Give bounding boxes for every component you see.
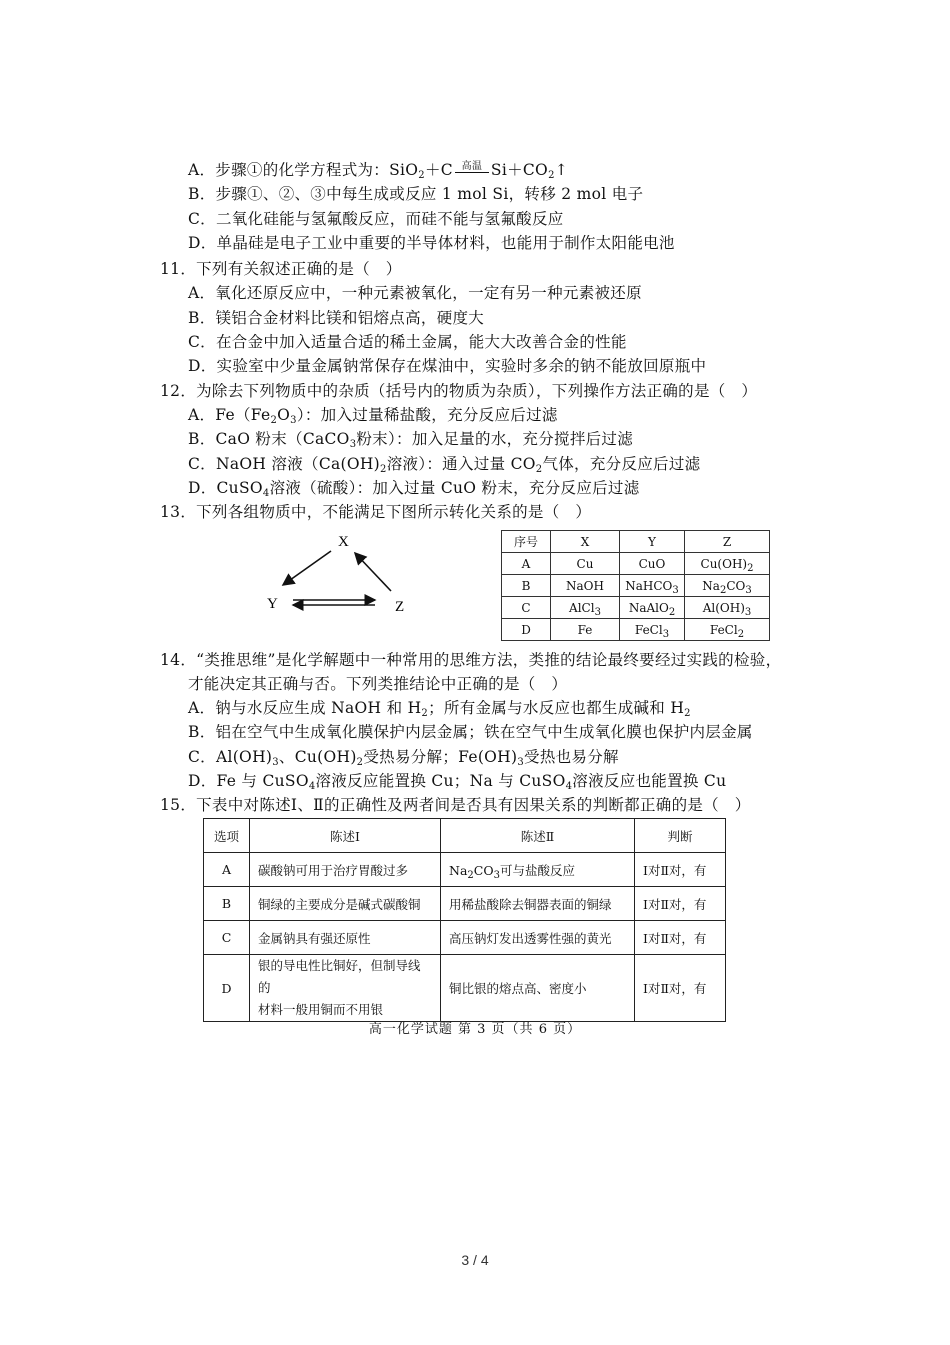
- table-row: [502, 597, 770, 619]
- arrow-z-to-x: [355, 553, 391, 591]
- cell: C: [502, 597, 551, 619]
- q12-option-a: A．$Fe(Fe_2O_3)$：加入过量稀盐酸，充分反应后过滤: [188, 406, 558, 426]
- cell: Ⅰ对Ⅱ对，有: [635, 921, 726, 955]
- q12-option-d: D．CuSO$_4$溶液（硫酸）：加入过量 CuO 粉末，充分反应后过滤: [188, 479, 640, 499]
- cell: Fe: [551, 619, 620, 641]
- q14-option-c: C．$Al(OH)_3$、$Cu(OH)_2$受热易分解；$Fe(OH)_3$受热也易分解: [188, 748, 619, 768]
- cell: C: [204, 921, 250, 955]
- q11-option-c: C．在合金中加入适量合适的稀土金属，能大大改善合金的性能: [188, 333, 627, 351]
- cell: 金属钠具有强还原性: [250, 921, 441, 955]
- cell: 高压钠灯发出透雾性强的黄光: [441, 921, 635, 955]
- arrow-x-to-y: [283, 551, 331, 585]
- q10-option-d: D．单晶硅是电子工业中重要的半导体材料，也能用于制作太阳能电池: [188, 234, 675, 252]
- q10-option-b: B．步骤①、②、③中每生成或反应 1 mol Si，转移 2 mol 电子: [188, 185, 644, 203]
- q14-option-b: B．铝在空气中生成氧化膜保护内层金属；铁在空气中生成氧化膜也保护内层金属: [188, 723, 753, 741]
- table-row: [204, 887, 726, 921]
- table-row: [204, 921, 726, 955]
- header-cell: 判断: [635, 819, 726, 853]
- q15-stem: 15．下表中对陈述Ⅰ、Ⅱ的正确性及两者间是否具有因果关系的判断都正确的是（ ）: [160, 796, 751, 814]
- cell: Cu: [551, 553, 620, 575]
- q10-option-a: A．步骤①的化学方程式为：SiO$_2$＋C 高温 $Si+CO_2↑$: [188, 161, 569, 181]
- q14-option-d: D．Fe 与 CuSO$_4$溶液反应能置换 Cu；Na 与 CuSO$_4$溶液反应也能置换 Cu: [188, 772, 727, 792]
- table-header-row: [204, 819, 726, 853]
- q12-option-b: B．CaO 粉末（CaCO$_3$粉末）：加入足量的水，充分搅拌后过滤: [188, 430, 634, 450]
- q12-stem: 12．为除去下列物质中的杂质（括号内的物质为杂质），下列操作方法正确的是（ ）: [160, 382, 758, 400]
- cell: 银的导电性比铜好，但制导线的 材料一般用铜而不用银: [250, 955, 441, 1022]
- cell: Ⅰ对Ⅱ对，有: [635, 853, 726, 887]
- cell: Ⅰ对Ⅱ对，有: [635, 887, 726, 921]
- cell: A: [502, 553, 551, 575]
- q11-option-a: A．氧化还原反应中，一种元素被氧化，一定有另一种元素被还原: [188, 284, 642, 302]
- header-cell: X: [551, 531, 620, 553]
- q13-table: [501, 530, 770, 641]
- reaction-condition: 高温: [455, 162, 489, 173]
- cell: B: [502, 575, 551, 597]
- q11-stem: 11．下列有关叙述正确的是（ ）: [160, 260, 402, 278]
- q10-option-c: C．二氧化硅能与氢氟酸反应，而硅不能与氢氟酸反应: [188, 210, 564, 228]
- cell: NaHCO$_3$: [620, 575, 685, 597]
- table-row: [502, 619, 770, 641]
- cell: AlCl$_3$: [551, 597, 620, 619]
- cell: 铜比银的熔点高、密度小: [441, 955, 635, 1022]
- node-x: X: [338, 534, 349, 550]
- cell: A: [204, 853, 250, 887]
- table-row: [502, 553, 770, 575]
- header-cell: Z: [685, 531, 770, 553]
- page-number: 3 / 4: [461, 1252, 489, 1268]
- table-row: [204, 853, 726, 887]
- cell: NaAlO$_2$: [620, 597, 685, 619]
- table-header-row: [502, 531, 770, 553]
- node-z: Z: [395, 599, 405, 615]
- table-row: [502, 575, 770, 597]
- q14-option-a: A．钠与水反应生成 NaOH 和 $H_2$；所有金属与水反应也都生成碱和 $H_2$: [188, 699, 691, 719]
- table-row: [204, 955, 726, 1022]
- header-cell: Y: [620, 531, 685, 553]
- cell: 碳酸钠可用于治疗胃酸过多: [250, 853, 441, 887]
- cell: NaOH: [551, 575, 620, 597]
- cell: FeCl$_2$: [685, 619, 770, 641]
- header-cell: 选项: [204, 819, 250, 853]
- cell: FeCl$_3$: [620, 619, 685, 641]
- q11-option-d: D．实验室中少量金属钠常保存在煤油中，实验时多余的钠不能放回原瓶中: [188, 357, 707, 375]
- q13-stem: 13．下列各组物质中，不能满足下图所示转化关系的是（ ）: [160, 503, 592, 521]
- q11-option-b: B．镁铝合金材料比镁和铝熔点高，硬度大: [188, 309, 485, 327]
- cell: D: [502, 619, 551, 641]
- cell: CuO: [620, 553, 685, 575]
- cell: 铜绿的主要成分是碱式碳酸铜: [250, 887, 441, 921]
- q14-stem-line2: 才能决定其正确与否。下列类推结论中正确的是（ ）: [188, 675, 568, 693]
- cell: B: [204, 887, 250, 921]
- header-cell: 陈述Ⅱ: [441, 819, 635, 853]
- page-footer: 高一化学试题 第 3 页（共 6 页）: [368, 1022, 582, 1037]
- conversion-diagram: [255, 525, 430, 625]
- cell: $Na_2CO_3$: [685, 575, 770, 597]
- q15-table: [203, 818, 726, 1022]
- cell: 用稀盐酸除去铜器表面的铜绿: [441, 887, 635, 921]
- header-cell: 陈述Ⅰ: [250, 819, 441, 853]
- q12-option-c: C．NaOH 溶液（$Ca(OH)_2$溶液）：通入过量 $CO_2$气体，充分反应后过滤: [188, 455, 701, 475]
- cell: D: [204, 955, 250, 1022]
- node-y: Y: [267, 596, 278, 612]
- q14-stem-line1: 14．“类推思维”是化学解题中一种常用的思维方法，类推的结论最终要经过实践的检验，: [160, 651, 782, 669]
- header-cell: 序号: [502, 531, 551, 553]
- cell: Ⅰ对Ⅱ对，有: [635, 955, 726, 1022]
- cell: $Al(OH)_3$: [685, 597, 770, 619]
- cell: $Na_2CO_3$可与盐酸反应: [441, 853, 635, 887]
- cell: $Cu(OH)_2$: [685, 553, 770, 575]
